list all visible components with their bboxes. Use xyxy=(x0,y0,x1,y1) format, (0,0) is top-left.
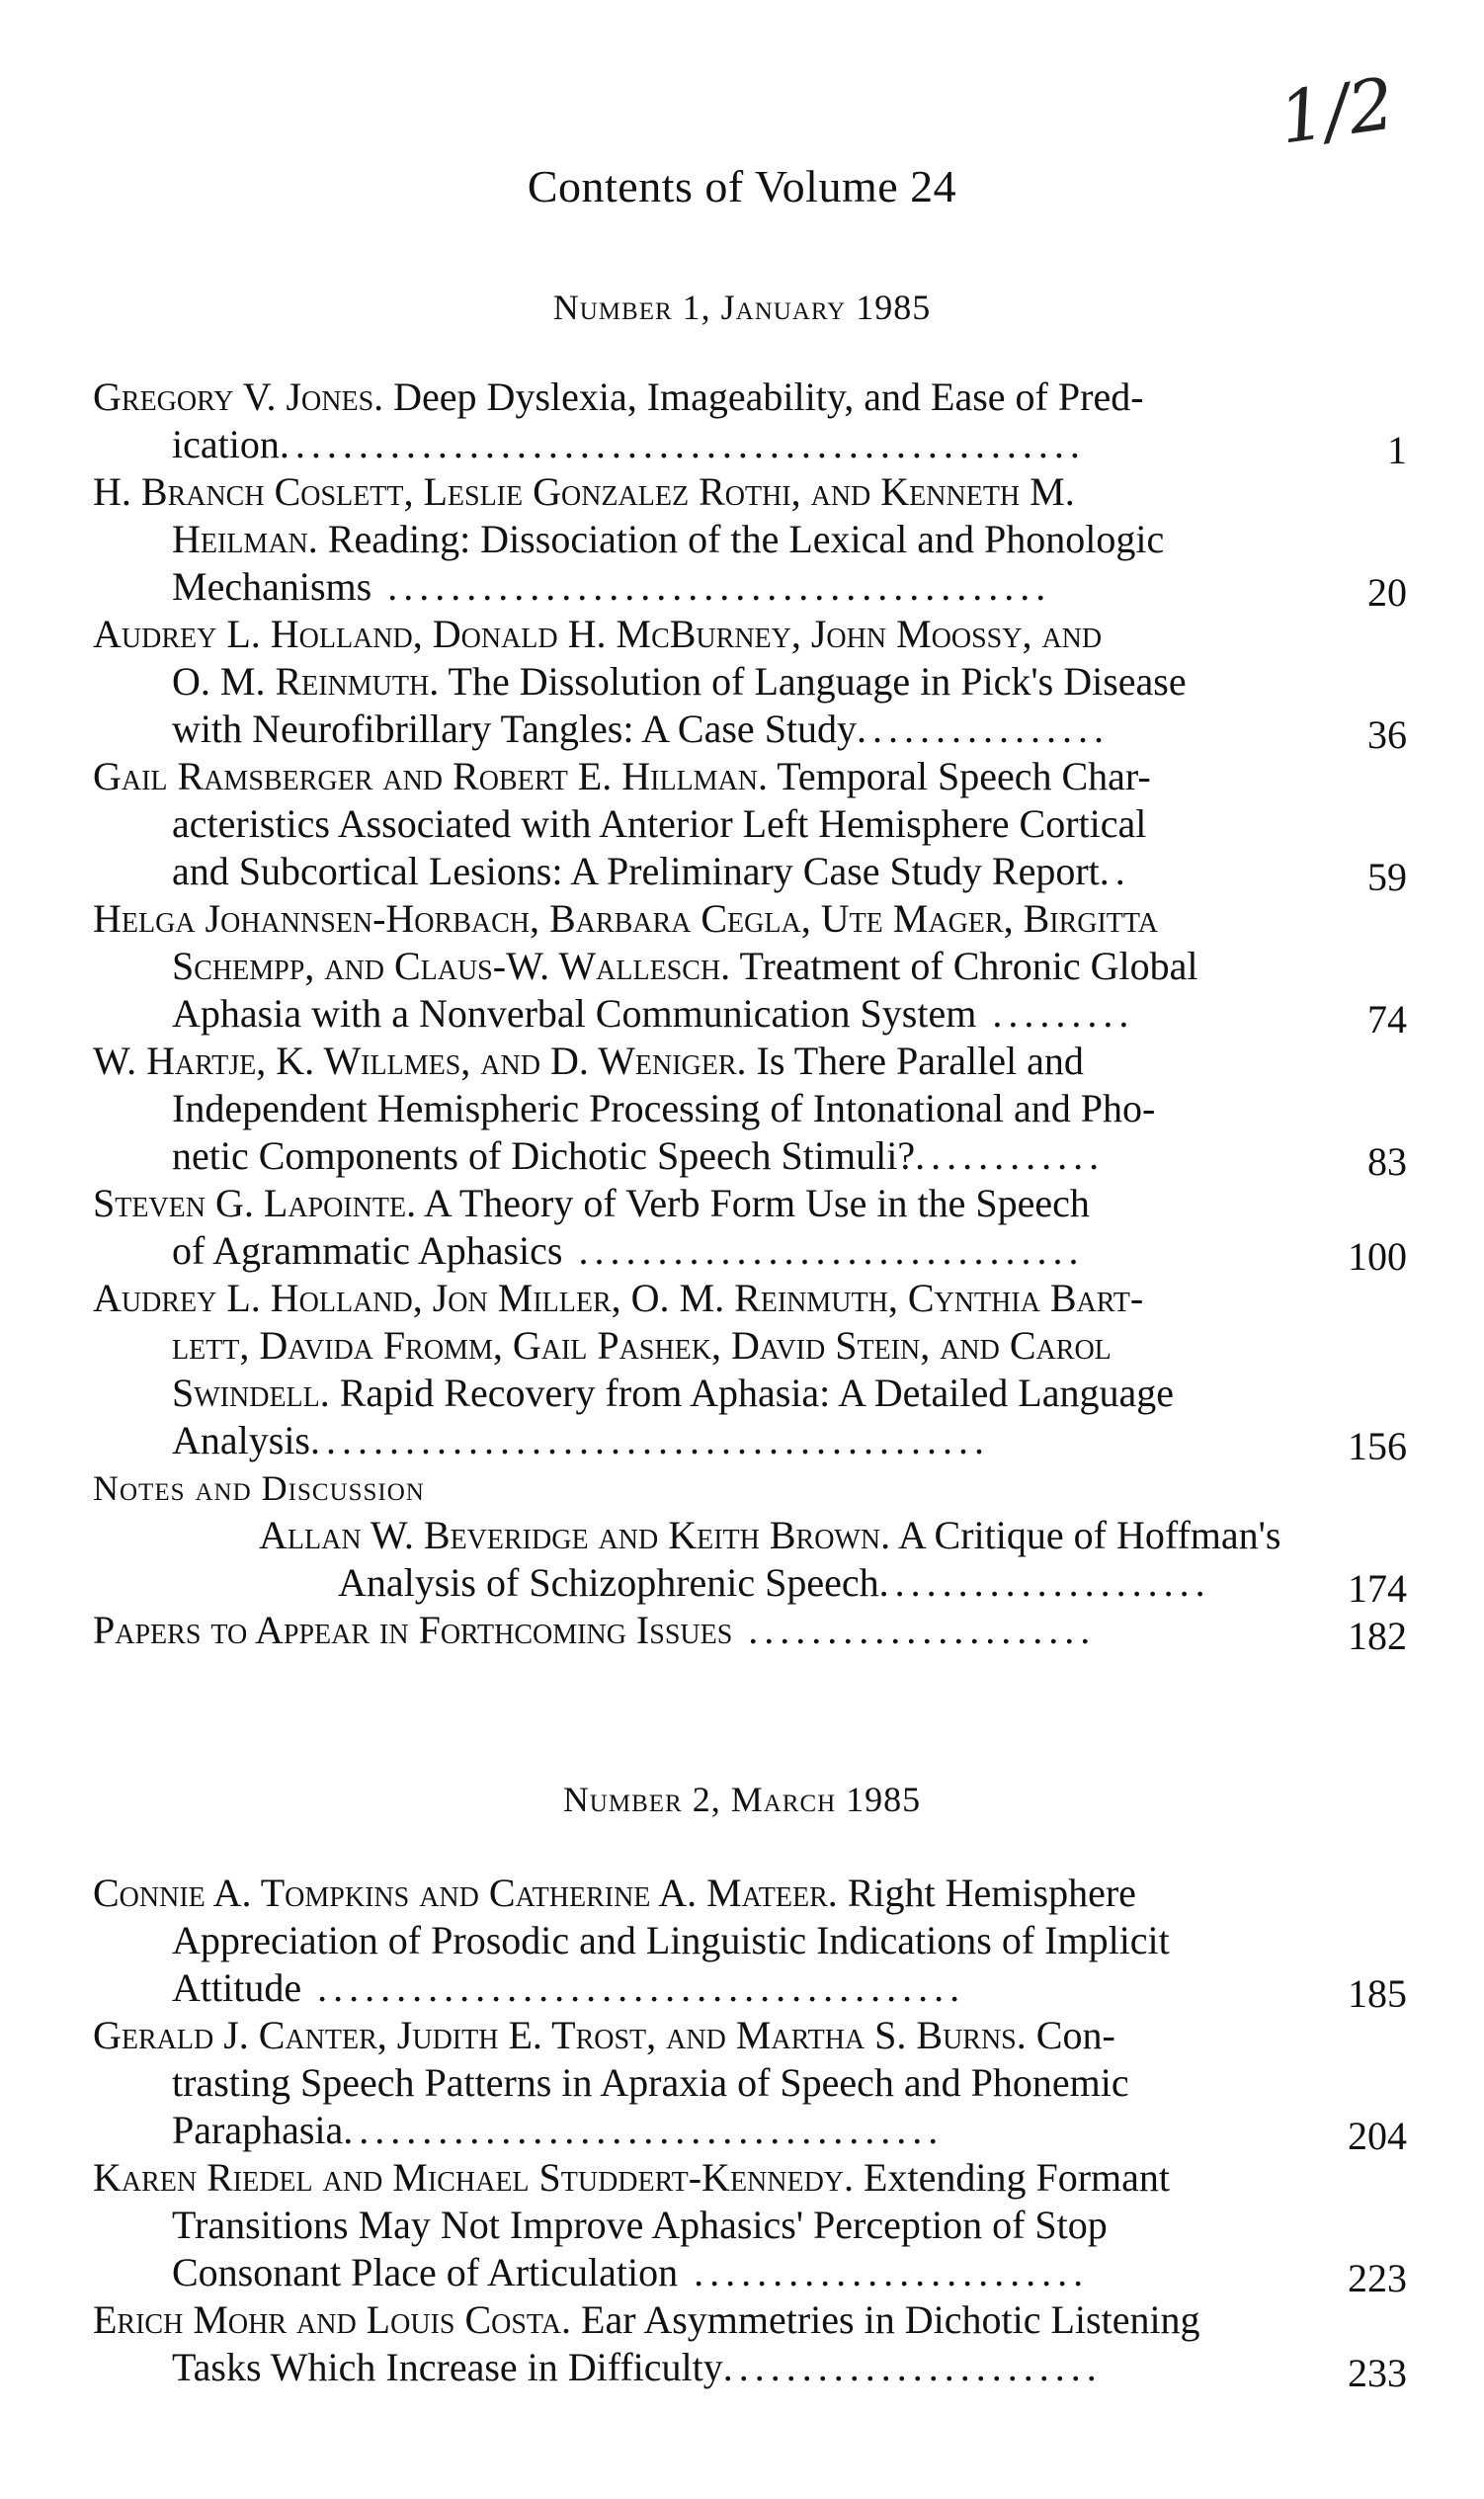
dot-leader: ......................................... xyxy=(301,1965,966,2010)
entry-authors: Gerald J. Canter, Judith E. Trost, and Martha S. Burns. xyxy=(93,2013,1027,2057)
papers-label: Papers to Appear in Forthcoming Issues xyxy=(93,1608,733,1652)
entry-page: 83 xyxy=(1367,1139,1407,1184)
toc-entry xyxy=(93,374,1407,472)
entry-title: Right Hemisphere Appreciation of Prosodic and Linguistic Indications of Implicit Attitude xyxy=(172,1871,1170,2010)
entry-page: 204 xyxy=(1348,2114,1407,2158)
dot-leader: ........................ xyxy=(722,2345,1103,2389)
entry-title: Ear Asymmetries in Dichotic Listening Tasks Which Increase in Difficulty xyxy=(172,2297,1200,2389)
entry-title: A Theory of Verb Form Use in the Speech of Agrammatic Aphasics xyxy=(172,1181,1090,1273)
entry-page: 20 xyxy=(1367,570,1407,615)
entry-page: 233 xyxy=(1348,2351,1407,2395)
entry-page: 223 xyxy=(1348,2256,1407,2300)
dot-leader: .......................................... xyxy=(371,564,1052,609)
entry-page: 182 xyxy=(1348,1614,1407,1658)
toc-entry xyxy=(93,895,1407,1041)
toc-entry xyxy=(93,1275,1407,1468)
entry-page: 174 xyxy=(1348,1566,1407,1611)
entry-page: 74 xyxy=(1367,997,1407,1041)
toc-entry xyxy=(93,1038,1407,1184)
notes-heading: Notes and Discussion xyxy=(93,1468,425,1508)
dot-leader: ..................... xyxy=(878,1560,1211,1605)
toc-entry xyxy=(93,1512,1407,1611)
entry-authors: Audrey L. Holland, Donald H. McBurney, John Moossy, and O. M. Reinmuth. xyxy=(93,612,1103,704)
entry-title: Temporal Speech Char- acteristics Associated with Anterior Left Hemisphere Cortical and Subcortical Lesions: A Preliminary Case Study Report xyxy=(172,754,1151,893)
number-2-heading: Number 2, March 1985 xyxy=(562,1780,922,1819)
entry-page: 185 xyxy=(1348,1971,1407,2016)
entry-authors: Karen Riedel and Michael Studdert-Kennedy. xyxy=(93,2155,855,2200)
entry-title: Reading: Dissociation of the Lexical and Phonologic Mechanisms xyxy=(172,517,1165,609)
entry-authors: H. Branch Coslett, Leslie Gonzalez Rothi, and Kenneth M. Heilman. xyxy=(93,469,1075,561)
dot-leader: ......... xyxy=(976,991,1135,1036)
dot-leader: ................ xyxy=(857,707,1111,751)
page-title: Contents of Volume 24 xyxy=(527,161,957,211)
handwritten-mark: 1/2 xyxy=(1274,61,1400,160)
number-1-entries xyxy=(93,374,1407,1658)
dot-leader: ............ xyxy=(915,1133,1106,1178)
toc-entry xyxy=(93,2154,1407,2300)
dot-leader: .. xyxy=(1099,849,1131,893)
toc-entry xyxy=(93,1607,1407,1658)
dot-leader: ......................... xyxy=(678,2250,1090,2294)
toc-entry xyxy=(93,468,1407,615)
toc-entry xyxy=(93,1870,1407,2016)
entry-title: The Dissolution of Language in Pick's Disease with Neurofibrillary Tangles: A Case Study xyxy=(172,659,1187,751)
entry-title: Con- trasting Speech Patterns in Apraxia of Speech and Phonemic Paraphasia xyxy=(172,2013,1129,2152)
dot-leader: ................................................... xyxy=(279,422,1086,466)
entry-title: A Critique of Hoffman's Analysis of Schizophrenic Speech xyxy=(338,1513,1281,1605)
entry-authors: W. Hartje, K. Willmes, and D. Weniger. xyxy=(93,1039,747,1083)
number-1-heading: Number 1, January 1985 xyxy=(552,288,932,327)
entry-authors: Connie A. Tompkins and Catherine A. Mateer. xyxy=(93,1871,838,1915)
number-2-entries xyxy=(93,1870,1407,2395)
dot-leader: ...................... xyxy=(732,1608,1097,1652)
entry-title: Rapid Recovery from Aphasia: A Detailed Language Analysis xyxy=(172,1371,1174,1462)
dot-leader: ...................................... xyxy=(343,2108,945,2152)
entry-authors: Helga Johannsen-Horbach, Barbara Cegla, Ute Mager, Birgitta Schempp, and Claus-W. Wallesch. xyxy=(93,896,1158,988)
entry-authors: Steven G. Lapointe. xyxy=(93,1181,417,1225)
toc-entry xyxy=(93,2012,1407,2158)
toc-entry xyxy=(93,2296,1407,2395)
entry-authors: Gregory V. Jones. xyxy=(93,375,384,419)
entry-authors: Audrey L. Holland, Jon Miller, O. M. Reinmuth, Cynthia Bart- lett, Davida Fromm, Gail Pashek, David Stein, and Carol Swindell. xyxy=(93,1276,1144,1415)
toc-entry xyxy=(93,1180,1407,1279)
dot-leader: ........................................... xyxy=(310,1418,990,1462)
entry-page: 156 xyxy=(1348,1424,1407,1468)
entry-page: 59 xyxy=(1367,855,1407,899)
entry-authors: Allan W. Beveridge and Keith Brown. xyxy=(259,1513,891,1557)
entry-title: Is There Parallel and Independent Hemispheric Processing of Intonational and Pho- netic Components of Dichotic Speech Stimuli? xyxy=(172,1039,1156,1178)
entry-page: 100 xyxy=(1348,1234,1407,1279)
entry-title: Extending Formant Transitions May Not Improve Aphasics' Perception of Stop Consonant Place of Articulation xyxy=(172,2155,1170,2294)
dot-leader: ................................ xyxy=(562,1228,1085,1273)
entry-authors: Gail Ramsberger and Robert E. Hillman. xyxy=(93,754,768,798)
entry-title: Deep Dyslexia, Imageability, and Ease of Pred- ication xyxy=(172,375,1144,466)
toc-entry xyxy=(93,753,1407,899)
entry-title: Treatment of Chronic Global Aphasia with a Nonverbal Communication System xyxy=(172,944,1198,1036)
entry-authors: Erich Mohr and Louis Costa. xyxy=(93,2297,572,2342)
toc-entry xyxy=(93,611,1407,757)
entry-page: 1 xyxy=(1387,428,1407,472)
entry-page: 36 xyxy=(1367,712,1407,757)
